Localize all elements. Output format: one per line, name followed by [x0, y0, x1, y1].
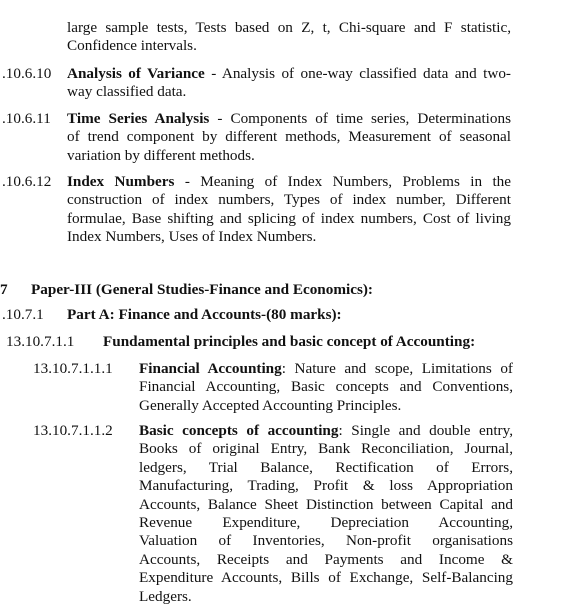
topic-text: Revenue Expenditure, Depreciation Accounting, — [139, 514, 513, 532]
paper-number: 7 — [0, 281, 8, 298]
subsection-heading: Fundamental principles and basic concept of Accounting: — [103, 333, 476, 350]
section-text: formulae, Base shifting and splicing of index numbers, Cost of living — [67, 209, 511, 227]
topic-title: Basic concepts of accounting — [139, 422, 339, 439]
topic-text: Manufacturing, Trading, Profit & loss Appropriation — [139, 477, 513, 495]
section-text: Index Numbers, Uses of Index Numbers. — [67, 228, 317, 246]
topic-title: Financial Accounting — [139, 360, 282, 377]
section-text: Meaning of Index Numbers, Problems in the — [200, 173, 512, 190]
section-analysis-of-variance: Analysis of Variance - Analysis of one-way classified data and two- way classified data. — [67, 65, 511, 101]
section-text: Analysis of one-way classified data and two- — [221, 65, 511, 82]
topic-text: Generally Accepted Accounting Principles. — [139, 396, 402, 414]
section-text: Components of time series, Determinations — [230, 110, 511, 127]
subsection-number: 13.10.7.1.1 — [6, 333, 75, 350]
continuation-line: large sample tests, Tests based on Z, t, Chi-square and F statistic, — [67, 19, 511, 36]
section-number: .10.6.11 — [2, 110, 51, 127]
topic-text: Financial Accounting, Basic concepts and Conventions, — [139, 378, 513, 396]
section-title: Index Numbers — [67, 173, 175, 190]
section-index-numbers: Index Numbers - Meaning of Index Numbers, Problems in the construction of index numbers, Types of index number, Different formulae, Base shifting and splicing of index numbers, Cost of living Index Numbers, Uses of Index Numbers. — [67, 173, 512, 246]
section-title: Time Series Analysis — [67, 110, 210, 127]
section-text: way classified data. — [67, 83, 187, 101]
topic-text: Expenditure Accounts, Bills of Exchange, Self-Balancing — [139, 569, 513, 587]
section-text: variation by different methods. — [67, 146, 255, 164]
paper-heading: Paper-III (General Studies-Finance and Economics): — [31, 281, 373, 298]
topic-financial-accounting: Financial Accounting: Nature and scope, Limitations of Financial Accounting, Basic concepts and Conventions, Generally Accepted Accounting Principles. — [139, 360, 513, 414]
topic-text: Nature and scope, Limitations of — [294, 360, 513, 377]
topic-number: 13.10.7.1.1.2 — [33, 422, 113, 439]
section-text: of trend component by different methods, Measurement of seasonal — [67, 128, 511, 146]
topic-text: Books of original Entry, Bank Reconciliation, Journal, — [139, 440, 513, 458]
section-number: .10.6.12 — [2, 173, 52, 190]
continuation-line: Confidence intervals. — [67, 37, 197, 55]
topic-text: Accounts, Balance Sheet Distinction between Capital and — [139, 495, 513, 513]
topic-text: Single and double entry, — [351, 422, 513, 439]
topic-text: Valuation of Inventories, Non-profit organisations — [139, 532, 513, 550]
section-title: Analysis of Variance — [67, 65, 205, 82]
topic-text: ledgers, Trial Balance, Rectification of Errors, — [139, 458, 513, 476]
part-number: .10.7.1 — [2, 306, 44, 323]
section-text: construction of index numbers, Types of index number, Different — [67, 191, 511, 209]
topic-basic-concepts-of-accounting: Basic concepts of accounting: Single and double entry, Books of original Entry, Bank Reconciliation, Journal, ledgers, Trial Balance, Rectification of Errors, Manufacturing, Trading, Profit & loss Appropriation Accounts, Balance Sheet Distinction between Capital and Revenue Expenditure, Depreciation Accounting, Valuation of Inventories, Non-profit organisations Accounts, Receipts and Payments and Income & Expenditure Accounts, Bills of Exchange, Self-Balancing Ledgers. — [139, 422, 513, 605]
section-number: .10.6.10 — [2, 65, 52, 82]
continuation-paragraph — [67, 19, 511, 56]
topic-text: Ledgers. — [139, 587, 192, 605]
section-time-series-analysis: Time Series Analysis - Components of time series, Determinations of trend component by different methods, Measurement of seasonal variation by different methods. — [67, 110, 511, 164]
topic-number: 13.10.7.1.1.1 — [33, 360, 113, 377]
topic-text: Accounts, Receipts and Payments and Income & — [139, 550, 513, 568]
part-heading: Part A: Finance and Accounts-(80 marks): — [67, 306, 342, 323]
